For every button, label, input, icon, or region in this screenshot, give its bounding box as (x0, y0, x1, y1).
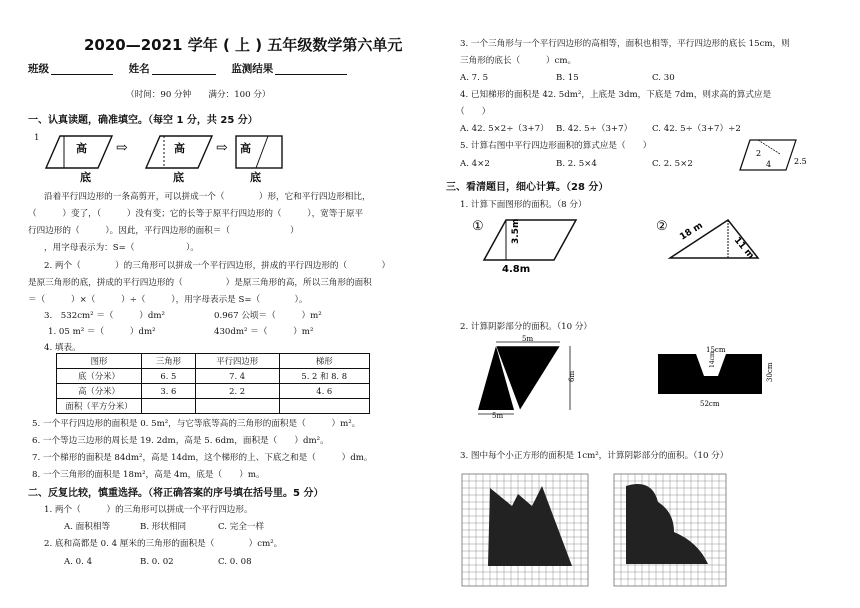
q3-b: 0.967 公顷＝（ ）m² (214, 311, 322, 321)
s2-q5-opt-b: B. 2. 5×4 (556, 159, 597, 169)
q3-d: 430dm² ＝（ ）m² (214, 327, 314, 337)
fig-height-label: 6m (568, 370, 576, 382)
q1-line-2: （ ）变了，（ ）没有变；它的长等于原平行四边形的（ ），宽等于原平 (28, 209, 364, 219)
section-3-heading: 三、看清题目，细心计算。（28 分） (446, 182, 609, 193)
fig-high-label-1: 高 (76, 142, 87, 155)
s2-q3-line-2: 三角形的底长（ ）cm。 (460, 56, 577, 66)
q2-line-2: 是原三角形的底，拼成的平行四边形的（ ）是原三角形的高，所以三角形的面积 (28, 278, 372, 288)
s2-q4-opt-b: B. 42. 5÷（3+7） (556, 124, 633, 134)
s2-q5-opt-c: C. 2. 5×2 (652, 159, 693, 169)
table-cell: 3. 6 (142, 384, 196, 399)
q3-c: 1. 05 m² ＝（ ）dm² (48, 327, 156, 337)
fig-mid-label: 14cm (709, 351, 716, 368)
q6: 6. 一个等边三边形的周长是 19. 2dm，高是 5. 6dm，面积是（ ）dm²。 (32, 436, 329, 446)
s2-q1-opt-c: C. 完全一样 (218, 522, 265, 532)
grid-figure-2 (614, 474, 726, 586)
shaded-curved-shape (626, 484, 708, 564)
table-cell: 高（分米） (57, 384, 142, 399)
table-row (57, 384, 370, 399)
q1-line-3: 行四边形的（ ）。因此，平行四边形的面积＝（ ） (28, 226, 299, 236)
s2-q2-opt-a: A. 0. 4 (64, 557, 93, 567)
s2-q3-opt-c: C. 30 (652, 73, 675, 83)
s2-q2-opt-b: B. 0. 02 (140, 557, 174, 567)
fig-base-label-1: 底 (80, 171, 91, 184)
s3-fig2 (654, 216, 794, 276)
side-line (740, 140, 750, 170)
class-field[interactable] (51, 64, 113, 75)
q2-line-3: ＝（ ）×（ ）÷（ ），用字母表示是 S=（ ）。 (28, 295, 308, 305)
table-header-row (57, 354, 370, 369)
q1-number: 1 (34, 133, 40, 143)
page-title: 2020—2021 学年 ( 上 ) 五年级数学第六单元 (84, 36, 403, 54)
parallelogram-shape (484, 220, 576, 260)
table-header-cell: 梯形 (279, 354, 370, 369)
table-header-cell: 三角形 (142, 354, 196, 369)
height-dashed-line (758, 140, 780, 154)
s3-fig4 (656, 346, 806, 416)
result-field[interactable] (275, 64, 347, 75)
fig-top-label: 15cm (706, 346, 726, 354)
table-cell: 7. 4 (195, 369, 279, 384)
class-label: 班级 (28, 63, 49, 75)
s3-fig1 (470, 216, 610, 276)
table-header-cell: 平行四边形 (195, 354, 279, 369)
s2-q4-opt-a: A. 42. 5×2÷（3+7） (460, 124, 549, 134)
q4-label: 4. 填表。 (44, 343, 81, 353)
s2-q2-opt-c: C. 0. 08 (218, 557, 252, 567)
q7: 7. 一个梯形的面积是 84dm²，高是 14dm，这个梯形的上、下底之和是（ ）dm。 (32, 453, 373, 463)
fig-height-label: 11 m (731, 235, 756, 262)
fig-side-label: 30cm (766, 362, 774, 382)
s3-q1: 1. 计算下面图形的面积。（8 分） (460, 200, 587, 210)
s2-q1-opt-a: A. 面积相等 (64, 522, 111, 532)
shaded-mountain-shape (488, 486, 572, 566)
table-cell: 5. 2 和 8. 8 (279, 369, 370, 384)
table-cell: 面积（平方分米） (57, 399, 142, 414)
table-header-cell: 图形 (57, 354, 142, 369)
table-answer-cell[interactable] (279, 399, 370, 414)
q2-line-1: 2. 两个（ ）的三角形可以拼成一个平行四边形，拼成的平行四边形的（ ） (44, 261, 391, 271)
grid-figure-1 (462, 474, 588, 586)
fig-high-label-2: 高 (174, 142, 185, 155)
table-cell: 4. 6 (279, 384, 370, 399)
s2-q4-line-2: （ ） (456, 107, 491, 117)
q1-line-4: ，用字母表示为：S=（ ）。 (44, 243, 199, 253)
s2-q1: 1. 两个（ ）的三角形可以拼成一个平行四边形。 (44, 505, 253, 515)
q1-line-1: 沿着平行四边形的一条高剪开，可以拼成一个（ ）形，它和平行四边形相比， (44, 192, 371, 202)
s2-q1-opt-b: B. 形状相同 (140, 522, 187, 532)
fig-number: ② (656, 219, 668, 234)
s2-q5: 5. 计算右图中平行四边形面积的算式应是（ ） (460, 141, 652, 151)
fill-table (56, 353, 370, 414)
s2-q5-opt-a: A. 4×2 (460, 159, 490, 169)
table-row (57, 369, 370, 384)
result-label: 监测结果 (231, 63, 274, 75)
q1-figure (40, 134, 290, 186)
fig-side-label: 18 m (678, 220, 705, 243)
s2-q4-line-1: 4. 已知梯形的面积是 42. 5dm²，上底是 3dm，下底是 7dm，则求高的算式应是 (460, 90, 772, 100)
s2-q5-figure (730, 136, 810, 180)
s3-fig3 (470, 335, 600, 420)
fig-label: 4 (766, 160, 772, 169)
s2-q4-opt-c: C. 42. 5÷（3+7）÷2 (652, 124, 741, 134)
rectangle-diagonal (256, 136, 268, 168)
s2-q2: 2. 底和高都是 0. 4 厘米的三角形的面积是（ ）cm²。 (44, 539, 283, 549)
s3-q3: 3. 图中每个小正方形的面积是 1cm²，计算阴影部分的面积。（10 分） (460, 451, 729, 461)
table-cell: 底（分米） (57, 369, 142, 384)
name-label: 姓名 (128, 63, 150, 75)
table-answer-cell[interactable] (195, 399, 279, 414)
fig-high-label-3: 高 (240, 142, 251, 155)
student-info-row (28, 63, 347, 75)
arrow-icon-1: ⇨ (116, 140, 128, 156)
section-1-heading: 一、认真读题，确准填空。（每空 1 分，共 25 分） (28, 115, 258, 126)
table-cell: 2. 2 (195, 384, 279, 399)
s3-grid-figures (460, 472, 840, 602)
table-cell: 6. 5 (142, 369, 196, 384)
fig-label: 2.5 (794, 157, 807, 166)
fig-height-label: 3.5m (511, 218, 521, 244)
s2-q3-line-1: 3. 一个三角形与一个平行四边形的高相等，面积也相等，平行四边形的底长 15cm，则 (460, 39, 790, 49)
arrow-icon-2: ⇨ (216, 140, 228, 156)
s2-q3-opt-b: B. 15 (556, 73, 579, 83)
name-field[interactable] (152, 64, 216, 75)
fig-label: 2 (756, 149, 762, 158)
q3-a: 3. 532cm² ＝（ ）dm² (44, 311, 165, 321)
table-answer-cell[interactable] (142, 399, 196, 414)
fig-bottom-label: 5m (492, 412, 504, 420)
time-note: （时间：90 分钟 满分：100 分） (126, 90, 271, 100)
q8: 8. 一个三角形的面积是 18m²，高是 4m，底是（ ）m。 (32, 470, 265, 480)
s3-q2: 2. 计算阴影部分的面积。（10 分） (460, 322, 593, 332)
fig-base-label-2: 底 (173, 171, 184, 184)
fig-number: ① (472, 219, 484, 234)
table-row (57, 399, 370, 414)
section-2-heading: 二、反复比较，慎重选择。（将正确答案的序号填在括号里。5 分） (28, 488, 324, 499)
fig-base-label-3: 底 (250, 171, 261, 184)
q5: 5. 一个平行四边形的面积是 0. 5m²，与它等底等高的三角形的面积是（ ）m²。 (32, 419, 361, 429)
fig-base-label: 4.8m (502, 264, 531, 275)
fig-bottom-label: 52cm (700, 400, 720, 408)
s2-q3-opt-a: A. 7. 5 (460, 73, 489, 83)
fig-top-label: 5m (522, 335, 534, 343)
